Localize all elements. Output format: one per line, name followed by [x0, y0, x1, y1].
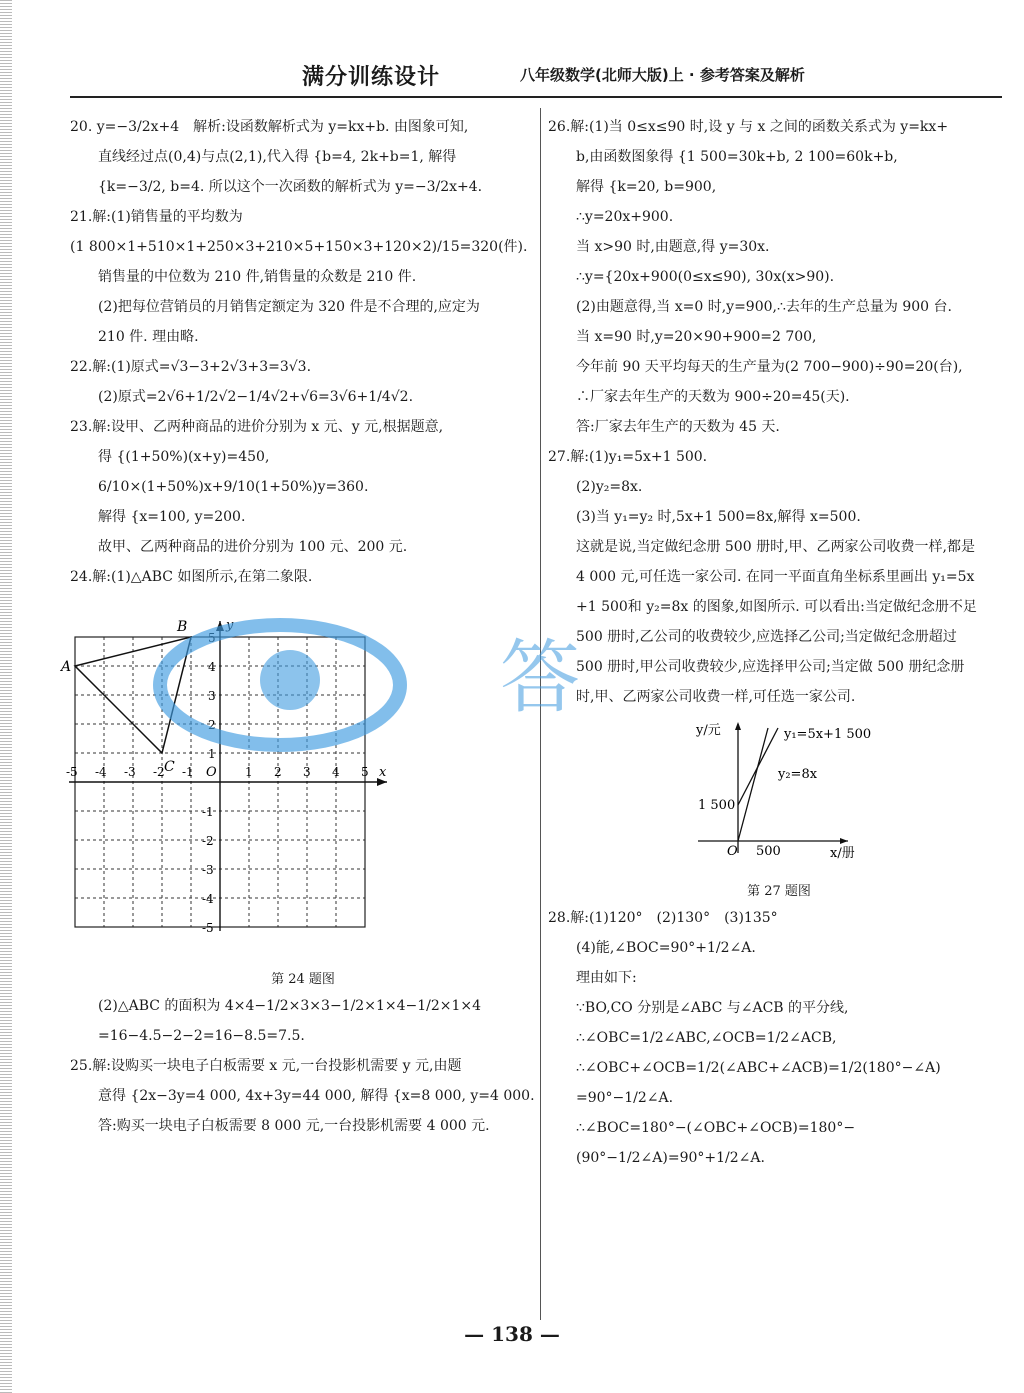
- y-tick-label: -1: [202, 805, 214, 819]
- figure-27-caption: 第 27 题图: [747, 884, 811, 899]
- text-line: 6/10×(1+50%)x+9/10(1+50%)y=360.: [98, 479, 369, 495]
- text-line: 24.解:(1)△ABC 如图所示,在第二象限.: [70, 569, 313, 585]
- text-line: 21.解:(1)销售量的平均数为: [70, 209, 243, 225]
- figure-24-caption: 第 24 题图: [271, 972, 335, 987]
- text-line: +1 500和 y₂=8x 的图象,如图所示. 可以看出:当定做纪念册不足: [576, 599, 977, 615]
- x-tick-label: 500: [756, 844, 781, 859]
- text-line: ∴∠BOC=180°−(∠OBC+∠OCB)=180°−: [576, 1120, 856, 1136]
- text-line: (3)当 y₁=y₂ 时,5x+1 500=8x,解得 x=500.: [576, 509, 861, 525]
- text-line: (4)能,∠BOC=90°+1/2∠A.: [576, 940, 756, 956]
- y-tick-label: -5: [202, 921, 214, 935]
- text-line: 解得 {x=100, y=200.: [98, 509, 246, 525]
- y-tick-label: -3: [202, 863, 214, 877]
- x-tick-label: -1: [182, 765, 194, 779]
- text-line: =90°−1/2∠A.: [576, 1090, 674, 1106]
- point-label-c: C: [164, 759, 175, 775]
- x-tick-label: 1: [245, 765, 253, 779]
- text-line: 时,甲、乙两家公司收费一样,可任选一家公司.: [576, 689, 856, 705]
- point-label-a: A: [61, 659, 72, 675]
- page-header: [70, 58, 1002, 98]
- text-line: 28.解:(1)120° (2)130° (3)135°: [548, 910, 778, 926]
- y-tick-label: 1: [208, 747, 216, 761]
- y-tick-label: 3: [208, 689, 216, 703]
- text-line: (2)△ABC 的面积为 4×4−1/2×3×3−1/2×1×4−1/2×1×4: [98, 998, 482, 1014]
- x-tick-label: -5: [66, 765, 78, 779]
- text-line: 直线经过点(0,4)与点(2,1),代入得 {b=4, 2k+b=1, 解得: [98, 149, 457, 165]
- y-axis-label: y: [226, 618, 234, 633]
- figure-27: [548, 716, 1010, 899]
- text-line: 答:厂家去年生产的天数为 45 天.: [576, 419, 780, 435]
- y-tick-label: 1 500: [698, 798, 736, 813]
- watermark-text: 答: [500, 631, 580, 724]
- x-axis-label: x/册: [830, 846, 855, 861]
- x-tick-label: 2: [274, 765, 282, 779]
- y-tick-label: 2: [208, 718, 216, 732]
- y-tick-label: -4: [202, 892, 214, 906]
- text-line: 故甲、乙两种商品的进价分别为 100 元、200 元.: [98, 539, 408, 555]
- point-label-b: B: [177, 619, 188, 635]
- text-line: ∴∠OBC=1/2∠ABC,∠OCB=1/2∠ACB,: [576, 1030, 837, 1046]
- text-line: 500 册时,甲公司收费较少,应选择甲公司;当定做 500 册纪念册: [576, 659, 965, 675]
- left-column: [61, 112, 536, 1141]
- origin-label: O: [727, 844, 738, 859]
- text-line: ∴∠OBC+∠OCB=1/2(∠ABC+∠ACB)=1/2(180°−∠A): [576, 1060, 941, 1076]
- figure-24: [61, 596, 536, 987]
- y-axis-arrow: [735, 722, 741, 730]
- y-axis-label: y/元: [696, 723, 721, 738]
- line-y2: [738, 728, 768, 841]
- figure-27-graph: [548, 716, 1010, 876]
- text-line: 20. y=−3/2x+4 解析:设函数解析式为 y=kx+b. 由图象可知,: [70, 119, 469, 135]
- text-line: 500 册时,乙公司的收费较少,应选择乙公司;当定做纪念册超过: [576, 629, 957, 645]
- line-y1-label: y₁=5x+1 500: [784, 727, 872, 742]
- text-line: 今年前 90 天平均每天的生产量为(2 700−900)÷90=20(台),: [576, 359, 963, 375]
- right-column: [548, 112, 1010, 1173]
- text-line: {k=−3/2, b=4. 所以这个一次函数的解析式为 y=−3/2x+4.: [98, 179, 483, 195]
- y-tick-label: 4: [208, 660, 216, 674]
- text-line: =16−4.5−2−2=16−8.5=7.5.: [98, 1028, 305, 1044]
- x-tick-label: 5: [361, 765, 369, 779]
- text-line: ∴y=20x+900.: [576, 209, 674, 225]
- text-line: 意得 {2x−3y=4 000, 4x+3y=44 000, 解得 {x=8 000, y=4 000.: [98, 1088, 535, 1104]
- text-line: (1 800×1+510×1+250×3+210×5+150×3+120×2)/15=320(件).: [70, 239, 528, 255]
- x-tick-label: -4: [95, 765, 107, 779]
- text-line: (2)y₂=8x.: [576, 479, 643, 495]
- text-line: 27.解:(1)y₁=5x+1 500.: [548, 449, 708, 465]
- text-line: 理由如下:: [576, 970, 637, 986]
- text-line: 210 件. 理由略.: [98, 329, 199, 345]
- header-subtitle: 八年级数学(北师大版)上 · 参考答案及解析: [520, 66, 805, 84]
- text-line: (90°−1/2∠A)=90°+1/2∠A.: [576, 1150, 765, 1166]
- text-line: 答:购买一块电子白板需要 8 000 元,一台投影机需要 4 000 元.: [98, 1118, 490, 1134]
- text-line: (2)原式=2√6+1/2√2−1/4√2+√6=3√6+1/4√2.: [98, 389, 414, 405]
- text-line: ∴y={20x+900(0≤x≤90), 30x(x>90).: [576, 269, 835, 285]
- text-line: 25.解:设购买一块电子白板需要 x 元,一台投影机需要 y 元,由题: [70, 1058, 462, 1074]
- text-line: ∵BO,CO 分别是∠ABC 与∠ACB 的平分线,: [576, 1000, 849, 1016]
- text-line: 当 x=90 时,y=20×90+900=2 700,: [576, 329, 817, 345]
- binding-edge: [0, 0, 12, 1393]
- y-tick-label: -2: [202, 834, 214, 848]
- text-line: 当 x>90 时,由题意,得 y=30x.: [576, 239, 770, 255]
- origin-label: O: [206, 765, 217, 780]
- text-line: 22.解:(1)原式=√3−3+2√3+3=3√3.: [70, 359, 312, 375]
- x-tick-label: 4: [332, 765, 340, 779]
- text-line: b,由函数图象得 {1 500=30k+b, 2 100=60k+b,: [576, 149, 898, 165]
- text-line: ∴厂家去年生产的天数为 900÷20=45(天).: [576, 389, 850, 405]
- text-line: 得 {(1+50%)(x+y)=450,: [98, 449, 270, 465]
- x-axis-label: x: [379, 765, 387, 780]
- brand-title: 满分训练设计: [302, 65, 441, 90]
- text-line: 销售量的中位数为 210 件,销售量的众数是 210 件.: [98, 269, 417, 285]
- text-line: 解得 {k=20, b=900,: [576, 179, 717, 195]
- x-axis-arrow: [840, 838, 848, 844]
- y-tick-label: 5: [208, 631, 216, 645]
- page-number: — 138 —: [464, 1322, 560, 1346]
- text-line: (2)把每位营销员的月销售定额定为 320 件是不合理的,应定为: [98, 299, 480, 315]
- text-line: 23.解:设甲、乙两种商品的进价分别为 x 元、y 元,根据题意,: [70, 419, 444, 435]
- text-line: 26.解:(1)当 0≤x≤90 时,设 y 与 x 之间的函数关系式为 y=kx+: [548, 119, 949, 135]
- y-axis-arrow: [216, 621, 224, 631]
- column-divider: [540, 108, 541, 1320]
- figure-24-graph: [61, 596, 400, 964]
- text-line: 这就是说,当定做纪念册 500 册时,甲、乙两家公司收费一样,都是: [576, 539, 975, 555]
- line-y2-label: y₂=8x: [778, 767, 818, 782]
- x-tick-label: -3: [124, 765, 136, 779]
- x-tick-label: 3: [303, 765, 311, 779]
- x-tick-label: -2: [153, 765, 165, 779]
- text-line: 4 000 元,可任选一家公司. 在同一平面直角坐标系里画出 y₁=5x: [576, 569, 975, 585]
- text-line: (2)由题意得,当 x=0 时,y=900,∴去年的生产总量为 900 台.: [576, 299, 952, 315]
